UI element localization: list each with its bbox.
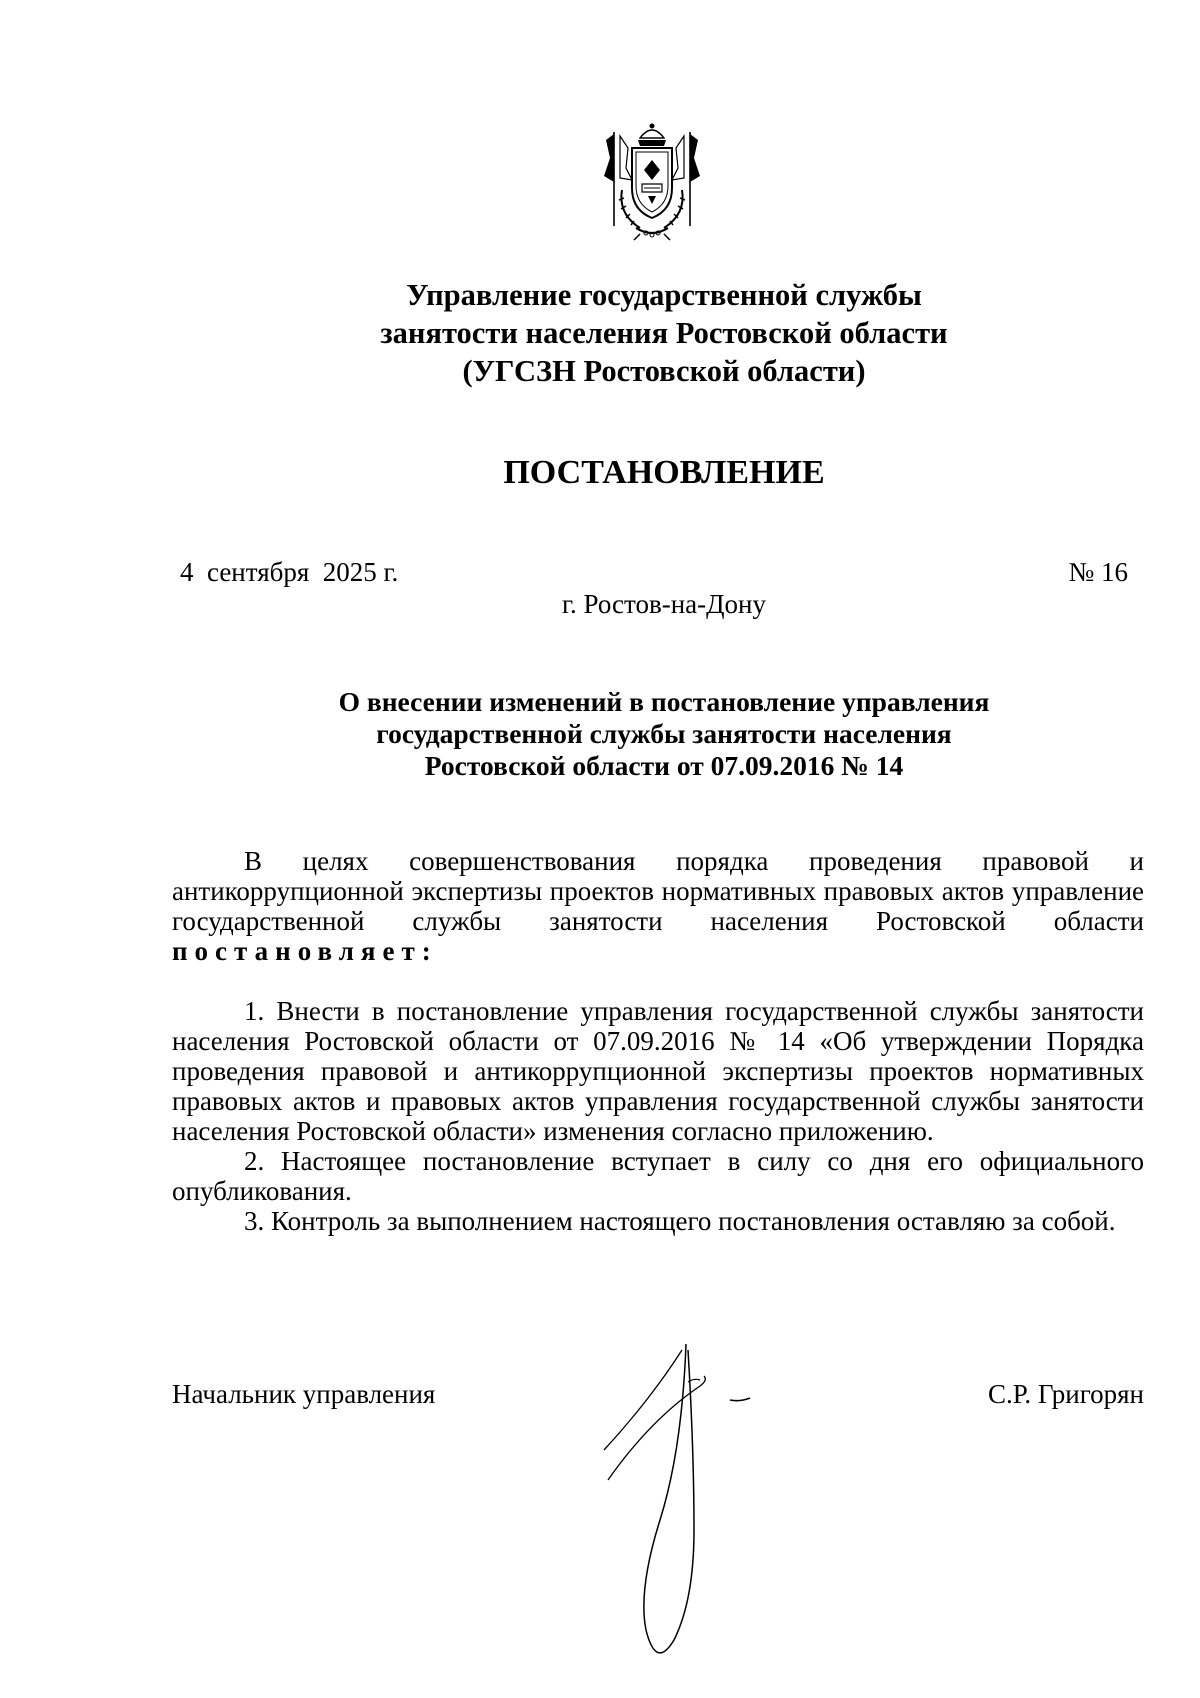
decree-word: постановляет: [172,936,438,966]
preamble-paragraph [172,846,1144,966]
decree-item-1: 1. Внести в постановление управления государственной службы занятости населения Ростовской области от 07.09.2016 № 14 «Об утверждении Порядка проведения правовой и антикоррупционной экспертизы проектов нормативных правовых актов и правовых актов управления государственной службы занятости населения Ростовской области» изменения согласно приложению. [172,996,1144,1146]
subject-line-2: государственной службы занятости населения [376,718,952,749]
document-type: ПОСТАНОВЛЕНИЕ [503,454,825,491]
handwritten-signature-icon [590,1330,820,1680]
subject-line-3: Ростовской области от 07.09.2016 № 14 [424,750,904,781]
document-subject [250,686,1078,782]
signer-name: С.Р. Григорян [987,1379,1144,1409]
organization-name-line-2: занятости населения Ростовской области [380,316,948,350]
signer-title: Начальник управления [172,1379,436,1409]
paragraph-spacer [172,966,1144,996]
organization-name-line-3: (УГСЗН Ростовской области) [462,354,866,388]
preamble-text: В целях совершенствования порядка проведения правовой и антикоррупционной экспертизы проектов нормативных правовых актов управление государственной службы занятости населения Ростовской области [172,846,1144,936]
organization-name [250,276,1078,390]
document-city: г. Ростов-на-Дону [561,589,766,619]
document-number: № 16 [1068,557,1128,587]
organization-name-line-1: Управление государственной службы [406,278,922,312]
document-date: 4 сентября 2025 г. [180,557,399,587]
decree-item-2: 2. Настоящее постановление вступает в силу со дня его официального опубликования. [172,1146,1144,1206]
decree-item-3: 3. Контроль за выполнением настоящего постановления оставляю за собой. [244,1206,1116,1236]
coat-of-arms-icon [600,118,704,242]
subject-line-1: О внесении изменений в постановление управления [338,686,990,717]
document-body [172,846,1144,1236]
